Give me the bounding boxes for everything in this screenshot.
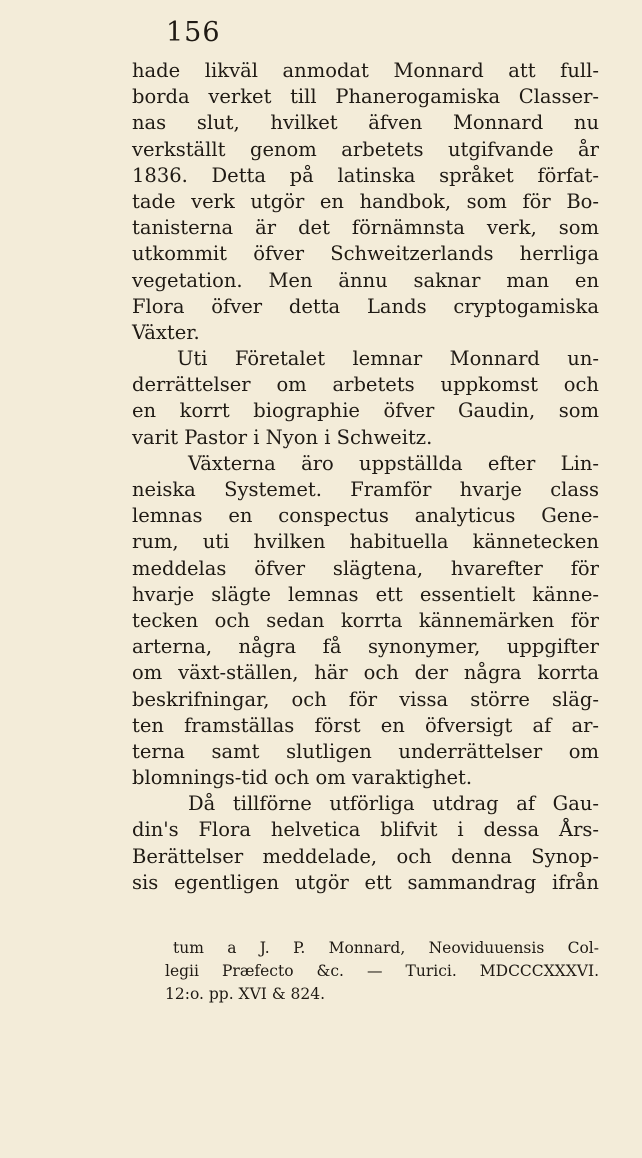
text-line: hvarje slägte lemnas ett essentielt känne- (132, 582, 599, 606)
text-line: tecken och sedan korrta kännemärken för (132, 608, 599, 632)
text-line: varit Pastor i Nyon i Schweitz. (132, 425, 433, 449)
footnote-line: tum a J. P. Monnard, Neoviduuensis Col- (173, 939, 599, 957)
page-number: 156 (166, 17, 221, 48)
text-line: nas slut, hvilket äfven Monnard nu (132, 111, 599, 135)
text-line: Växter. (132, 320, 200, 344)
text-line: ten framställas först en öfversigt af ar- (132, 713, 599, 737)
text-line: vegetation. Men ännu saknar man en (132, 268, 599, 292)
text-line: verkställt genom arbetets utgifvande år (132, 137, 599, 161)
paragraph-start-line: Då tillförne utförliga utdrag af Gau- (188, 792, 599, 816)
paragraph-start-line: Växterna äro uppställda efter Lin- (188, 451, 599, 475)
text-line: meddelas öfver slägtena, hvarefter för (132, 556, 599, 580)
footnote (165, 937, 599, 1006)
text-line: Berättelser meddelade, och denna Synop- (132, 844, 599, 868)
text-line: utkommit öfver Schweitzerlands herrliga (132, 242, 599, 266)
body-text (132, 58, 599, 896)
text-line: terna samt slutligen underrättelser om (132, 739, 599, 763)
text-line: rum, uti hvilken habituella kännetecken (132, 530, 599, 554)
text-line: borda verket till Phanerogamiska Classer- (132, 85, 599, 109)
text-line: blomnings-tid och om varaktighet. (132, 766, 473, 790)
text-line: neiska Systemet. Framför hvarje class (132, 478, 599, 501)
text-line: en korrt biographie öfver Gaudin, som (132, 399, 599, 423)
text-line: arterna, några få synonymer, uppgifter (132, 635, 599, 659)
text-line: tade verk utgör en handbok, som för Bo- (132, 189, 599, 213)
text-line: sis egentligen utgör ett sammandrag ifrån (132, 870, 599, 894)
text-line: tanisterna är det förnämnsta verk, som (132, 216, 599, 240)
text-line: derrättelser om arbetets uppkomst och (132, 373, 599, 397)
footnote-line: 12:o. pp. XVI & 824. (165, 985, 326, 1003)
text-line: din's Flora helvetica blifvit i dessa Års- (132, 818, 599, 842)
paragraph-start-line: Uti Företalet lemnar Monnard un- (177, 347, 599, 371)
text-line: hade likväl anmodat Monnard att full- (132, 59, 599, 82)
text-line: beskrifningar, och för vissa större släg- (132, 687, 599, 711)
text-line: 1836. Detta på latinska språket förfat- (132, 163, 599, 187)
text-line: om växt-ställen, här och der några korrta (132, 661, 599, 685)
text-line: Flora öfver detta Lands cryptogamiska (132, 294, 599, 318)
text-line: lemnas en conspectus analyticus Gene- (132, 504, 599, 528)
footnote-line: legii Præfecto &c. — Turici. MDCCCXXXVI. (165, 962, 599, 980)
